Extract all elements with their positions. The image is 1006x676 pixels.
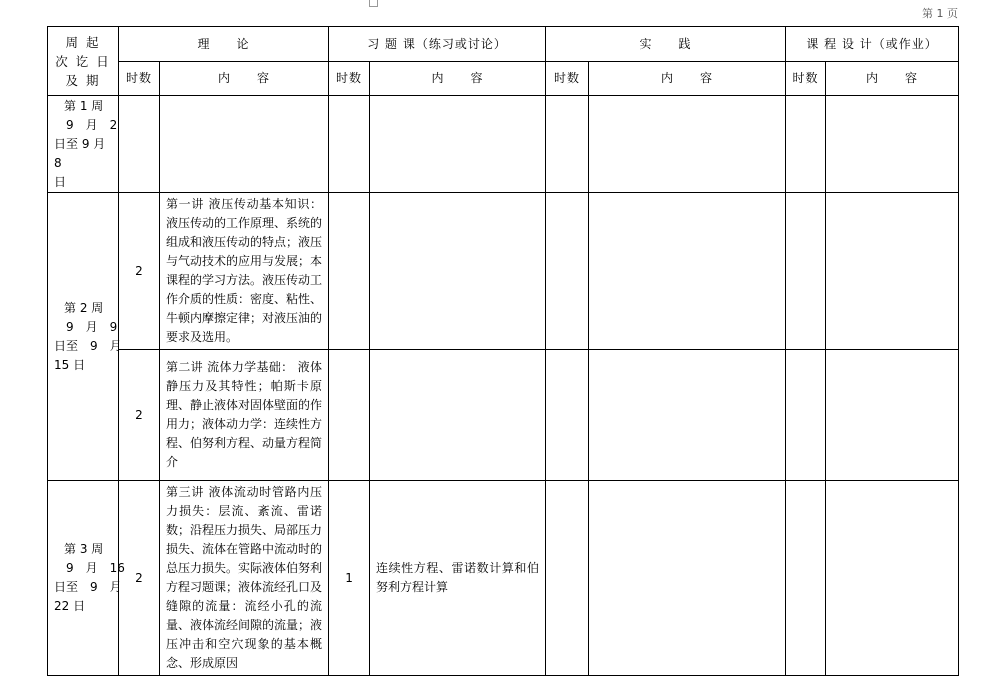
week-header-line: 次 讫 日 bbox=[55, 53, 111, 69]
week-date-line: 15 日 bbox=[54, 357, 86, 372]
week-1-dates bbox=[48, 96, 119, 193]
table-row-week-3 bbox=[48, 481, 959, 676]
empty-cell bbox=[786, 350, 826, 481]
week-date-line: 第 1 周 bbox=[64, 99, 104, 113]
theory-content-cell: 第一讲 液压传动基本知识：液压传动的工作原理、系统的组成和液压传动的特点；液压与气动技术的应用与发展；本课程的学习方法。液压传动工作介质的性质：密度、粘性、牛顿内摩擦定律；对液压油的要求及选用。 bbox=[160, 193, 329, 350]
empty-cell bbox=[589, 350, 786, 481]
week-header-line: 周 起 bbox=[65, 34, 101, 50]
header-row-sub bbox=[48, 62, 959, 96]
practice-content-header: 内 容 bbox=[589, 62, 786, 96]
week-date-line: 9 月 2 bbox=[54, 118, 118, 132]
empty-cell bbox=[589, 193, 786, 350]
week-date-line: 9 月 9 bbox=[54, 319, 118, 334]
design-content-header: 内 容 bbox=[826, 62, 959, 96]
exercise-content-cell: 连续性方程、雷诺数计算和伯努利方程计算 bbox=[370, 481, 546, 676]
practice-hours-header: 时数 bbox=[546, 62, 589, 96]
empty-cell bbox=[826, 350, 959, 481]
week-column-header bbox=[48, 27, 119, 96]
week-date-line: 22 日 bbox=[54, 599, 86, 613]
empty-cell bbox=[786, 96, 826, 193]
theory-content-header: 内 容 bbox=[160, 62, 329, 96]
empty-cell bbox=[826, 481, 959, 676]
page-top-marker bbox=[369, 0, 378, 7]
theory-hours-cell: 2 bbox=[119, 193, 160, 350]
exercise-header: 习 题 课（练习或讨论） bbox=[329, 27, 546, 62]
empty-cell bbox=[329, 193, 370, 350]
page-number: 第 1 页 bbox=[922, 7, 958, 20]
week-date-line: 日至 9 月 bbox=[54, 338, 122, 353]
week-2-dates bbox=[48, 193, 122, 481]
theory-hours-header: 时数 bbox=[119, 62, 160, 96]
empty-cell bbox=[546, 350, 589, 481]
practice-header: 实 践 bbox=[546, 27, 786, 62]
table-row-week-2-lecture-1 bbox=[48, 193, 959, 350]
empty-cell bbox=[370, 350, 546, 481]
week-header-line: 及 期 bbox=[65, 72, 101, 88]
theory-content-cell: 第三讲 液体流动时管路内压力损失：层流、紊流、雷诺数；沿程压力损失、局部压力损失、流体在管路中流动时的总压力损失。实际液体伯努利方程习题课；液体流经孔口及缝隙的流量：流经小孔的流量、液体流经间隙的流量；液压冲击和空穴现象的基本概念、形成原因 bbox=[160, 481, 329, 676]
empty-cell bbox=[546, 193, 589, 350]
empty-cell bbox=[786, 481, 826, 676]
exercise-hours-header: 时数 bbox=[329, 62, 370, 96]
empty-cell bbox=[546, 481, 589, 676]
exercise-hours-cell: 1 bbox=[329, 481, 370, 676]
empty-cell bbox=[826, 193, 959, 350]
empty-cell bbox=[589, 481, 786, 676]
empty-cell bbox=[786, 193, 826, 350]
empty-cell bbox=[370, 193, 546, 350]
theory-hours-cell: 2 bbox=[119, 481, 160, 676]
week-date-line: 第 2 周 bbox=[64, 300, 104, 315]
empty-cell bbox=[826, 96, 959, 193]
week-date-line: 日至 9 月 bbox=[54, 580, 122, 594]
course-schedule-table bbox=[47, 26, 959, 676]
empty-cell bbox=[119, 96, 160, 193]
theory-header: 理 论 bbox=[119, 27, 329, 62]
design-header: 课 程 设 计（或作业） bbox=[786, 27, 959, 62]
header-row-main bbox=[48, 27, 959, 62]
week-3-dates bbox=[48, 481, 125, 676]
empty-cell bbox=[546, 96, 589, 193]
theory-content-cell: 第二讲 流体力学基础： 液体静压力及其特性；帕斯卡原理、静止液体对固体壁面的作用力；液体动力学：连续性方程、伯努利方程、动量方程简介 bbox=[160, 350, 329, 481]
empty-cell bbox=[589, 96, 786, 193]
empty-cell bbox=[329, 96, 370, 193]
empty-cell bbox=[160, 96, 329, 193]
week-date-line: 日至 9 月 8 bbox=[54, 137, 106, 170]
week-date-line: 日 bbox=[54, 175, 67, 189]
week-date-line: 9 月 16 bbox=[54, 561, 125, 575]
empty-cell bbox=[370, 96, 546, 193]
empty-cell bbox=[329, 350, 370, 481]
table-row-week-1 bbox=[48, 96, 959, 193]
exercise-content-header: 内 容 bbox=[370, 62, 546, 96]
theory-hours-cell: 2 bbox=[119, 350, 160, 481]
table-row-week-2-lecture-2 bbox=[48, 350, 959, 481]
week-date-line: 第 3 周 bbox=[64, 542, 104, 556]
design-hours-header: 时数 bbox=[786, 62, 826, 96]
